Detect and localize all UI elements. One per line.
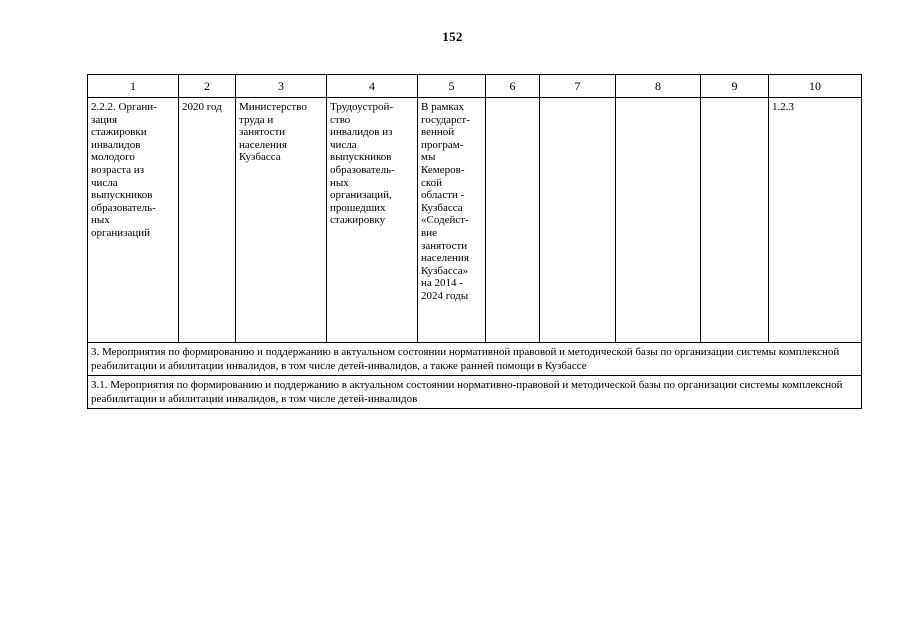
header-row — [88, 75, 862, 98]
period-text: 2020 год — [182, 101, 222, 113]
header-col-9: 9 — [701, 75, 769, 98]
page-number: 152 — [442, 29, 463, 44]
measure-name-text: 2.2.2. Органи- зация стажировки инвалидов молодого возраста из числа выпускников образователь- ных организаций — [91, 101, 157, 239]
header-col-2: 2 — [179, 75, 236, 98]
section-3-heading: 3. Мероприятия по формированию и поддержанию в актуальном состоянии нормативной правовой и методической базы по организации системы комплексной реабилитации и абилитации инвалидов, в том числе детей-инвалидов, а также ранней помощи в Кузбассе — [88, 343, 862, 376]
funding-source-text: В рамках государст- венной програм- мы Кемеров- ской области - Кузбасса «Содейст- вие занятости населения Кузбасса» на 2014 - 2024 годы — [421, 101, 470, 302]
cell-col-7 — [540, 98, 616, 343]
cell-indicator-ref — [769, 98, 862, 343]
cell-col-6 — [486, 98, 540, 343]
cell-period — [179, 98, 236, 343]
header-col-5: 5 — [418, 75, 486, 98]
cell-measure-name — [88, 98, 179, 343]
cell-funding-source — [418, 98, 486, 343]
cell-col-9 — [701, 98, 769, 343]
header-col-7: 7 — [540, 75, 616, 98]
indicator-ref-text: 1.2.3 — [772, 101, 794, 113]
cell-result — [327, 98, 418, 343]
section-row-3 — [88, 343, 862, 376]
header-col-1: 1 — [88, 75, 179, 98]
section-row-3-1 — [88, 376, 862, 409]
section-3-1-heading: 3.1. Мероприятия по формированию и поддержанию в актуальном состоянии нормативно-правовой и методической базы по организации системы комплексной реабилитации и абилитации инвалидов, в том числе детей-инвалидов — [88, 376, 862, 409]
table-row — [88, 98, 862, 343]
cell-executor — [236, 98, 327, 343]
header-col-10: 10 — [769, 75, 862, 98]
cell-col-8 — [616, 98, 701, 343]
header-col-6: 6 — [486, 75, 540, 98]
executor-text: Министерство труда и занятости населения Кузбасса — [239, 101, 307, 164]
header-col-8: 8 — [616, 75, 701, 98]
header-col-3: 3 — [236, 75, 327, 98]
result-text: Трудоустрой- ство инвалидов из числа выпускников образователь- ных организаций, прошедших стажировку — [330, 101, 395, 227]
header-col-4: 4 — [327, 75, 418, 98]
measures-table — [87, 74, 862, 409]
